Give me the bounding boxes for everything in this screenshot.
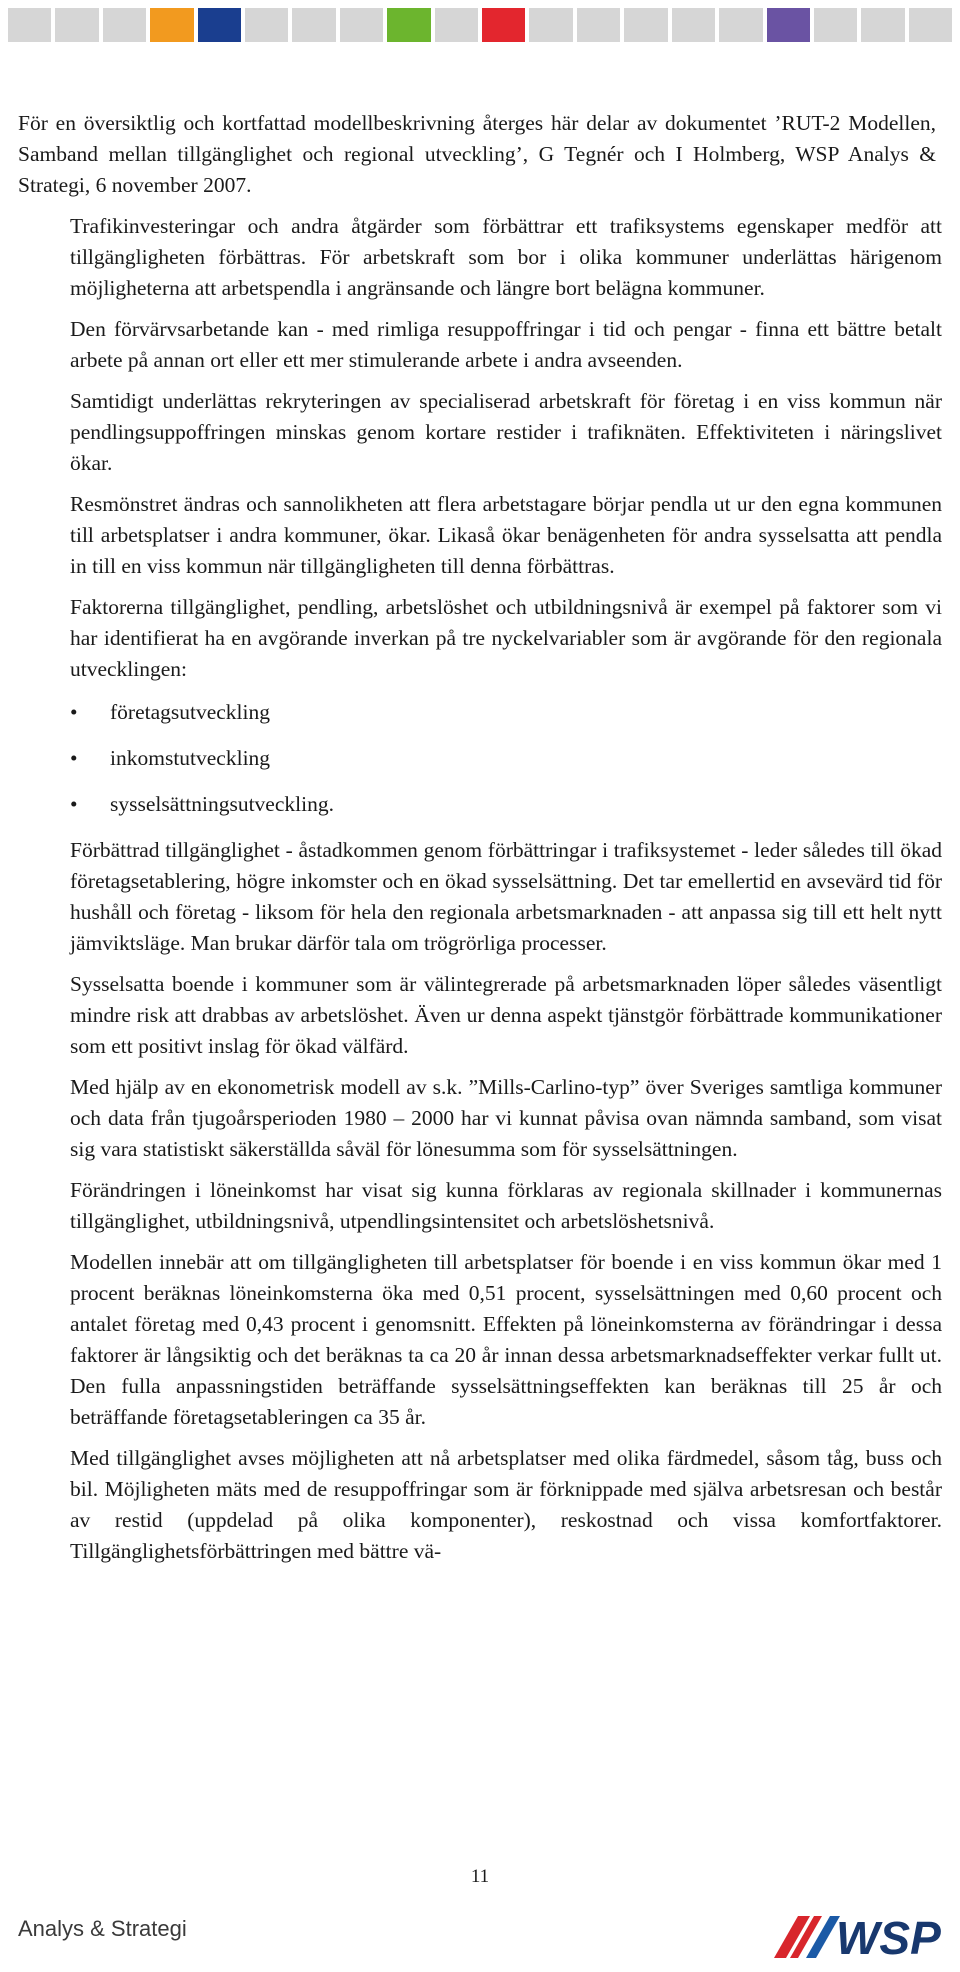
list-item (70, 789, 942, 820)
color-block (529, 8, 572, 42)
color-block (909, 8, 952, 42)
wsp-logo (770, 1902, 950, 1962)
intro-paragraph (18, 108, 942, 201)
color-block (8, 8, 51, 42)
key-variables-list (70, 697, 942, 820)
list-item-text: sysselsättningsutveckling. (110, 792, 334, 816)
body-section (70, 314, 942, 1567)
page-number: 11 (470, 1866, 490, 1887)
color-block (767, 8, 810, 42)
color-block (719, 8, 762, 42)
paragraph: Med tillgänglighet avses möjligheten att nå arbetsplatser med olika färdmedel, såsom tåg, buss och bil. Möjligheten mäts med de resuppoffringar som är förknippade med själva arbetsresan och består av restid (uppdelad på olika komponenter), reskostnad och vissa komfortfaktorer. Tillgänglighetsförbättringen med bättre vä- (70, 1446, 942, 1563)
document-body (18, 108, 942, 1577)
paragraph: Resmönstret ändras och sannolikheten att flera arbetstagare börjar pendla ut ur den egna kommunen till arbetsplatser i andra kommuner, ökar. Likaså ökar benägenheten för andra sysselsatta att pendla in till en viss kommun när tillgängligheten till denna förbättras. (70, 492, 942, 578)
bullet-icon: • (70, 700, 78, 724)
color-block (198, 8, 241, 42)
paragraph: Förbättrad tillgänglighet - åstadkommen genom förbättringar i trafiksystemet - leder således till ökad företagsetablering, högre inkomster och en ökad sysselsättning. Det tar emellertid en avsevärd tid för hushåll och företag - liksom för hela den regionala arbetsmarknaden - att anpassa sig till ett helt nytt jämviktsläge. Man brukar därför tala om trögrörliga processer. (70, 838, 942, 955)
color-block (103, 8, 146, 42)
color-block (55, 8, 98, 42)
list-item (70, 743, 942, 774)
color-block (482, 8, 525, 42)
color-block (150, 8, 193, 42)
color-block (245, 8, 288, 42)
color-block (387, 8, 430, 42)
color-block (435, 8, 478, 42)
color-block (624, 8, 667, 42)
bullet-icon: • (70, 746, 78, 770)
wsp-logo-text: WSP (836, 1912, 941, 1962)
color-block (814, 8, 857, 42)
footer-department-label: Analys & Strategi (18, 1916, 187, 1941)
color-block (340, 8, 383, 42)
paragraph: Samtidigt underlättas rekryteringen av specialiserad arbetskraft för företag i en viss kommun när pendlingsuppoffringen minskas genom kortare restider i trafiknäten. Effektiviteten i näringslivet ökar. (70, 389, 942, 475)
intro-lead: För en översiktlig och kortfattad modellbeskrivning återges här delar av dokumentet ’RUT-2 Modellen, Samband mellan tillgänglighet och regional utveckling’, G Tegnér och I Holmberg, WSP Analys & Strategi, 6 november 2007. (18, 111, 936, 197)
paragraph: Med hjälp av en ekonometrisk modell av s.k. ”Mills-Carlino-typ” över Sveriges samtliga kommuner och data från tjugoårsperioden 1980 – 2000 har vi kunnat påvisa ovan nämnda samband, som visat sig vara statistiskt säkerställda såväl för lönesumma som för sysselsättningen. (70, 1075, 942, 1161)
list-item-text: företagsutveckling (110, 700, 271, 724)
list-item-text: inkomstutveckling (110, 746, 271, 770)
paragraph: Faktorerna tillgänglighet, pendling, arbetslöshet och utbildningsnivå är exempel på faktorer som vi har identifierat ha en avgörande inverkan på tre nyckelvariabler som är avgörande för den regionala utvecklingen: (70, 595, 942, 681)
paragraph: Den förvärvsarbetande kan - med rimliga resuppoffringar i tid och pengar - finna ett bättre betalt arbete på annan ort eller ett mer stimulerande arbete i andra avseenden. (70, 317, 942, 372)
paragraph: Modellen innebär att om tillgängligheten till arbetsplatser för boende i en viss kommun ökar med 1 procent beräknas löneinkomsterna öka med 0,51 procent, sysselsättningen med 0,60 procent och antalet företag med 0,43 procent i genomsnitt. Effekten på löneinkomsterna av förändringar i dessa faktorer är långsiktig och det beräknas ta ca 20 år innan dessa arbetsmarknadseffekter verkar fullt ut. Den fulla anpassningstiden beträffande sysselsättningseffekten kan beräknas till 25 år och beträffande företagsetableringen ca 35 år. (70, 1250, 942, 1429)
color-block (292, 8, 335, 42)
paragraph: Sysselsatta boende i kommuner som är välintegrerade på arbetsmarknaden löper således väsentligt mindre risk att drabbas av arbetslöshet. Även ur denna aspekt tjänstgör förbättrade kommunikationer som ett positivt inslag för ökad välfärd. (70, 972, 942, 1058)
color-block (577, 8, 620, 42)
header-color-bar (8, 8, 952, 42)
color-block (861, 8, 904, 42)
color-block (672, 8, 715, 42)
intro-continuation: Trafikinvesteringar och andra åtgärder som förbättrar ett trafiksystems egenskaper medför att tillgängligheten förbättras. För arbetskraft som bor i olika kommuner underlättas härigenom möjligheterna att arbetspendla i angränsande och längre bort belägna kommuner. (70, 214, 942, 300)
list-item (70, 697, 942, 728)
paragraph: Förändringen i löneinkomst har visat sig kunna förklaras av regionala skillnader i kommunernas tillgänglighet, utbildningsnivå, utpendlingsintensitet och arbetslöshetsnivå. (70, 1178, 942, 1233)
bullet-icon: • (70, 792, 78, 816)
